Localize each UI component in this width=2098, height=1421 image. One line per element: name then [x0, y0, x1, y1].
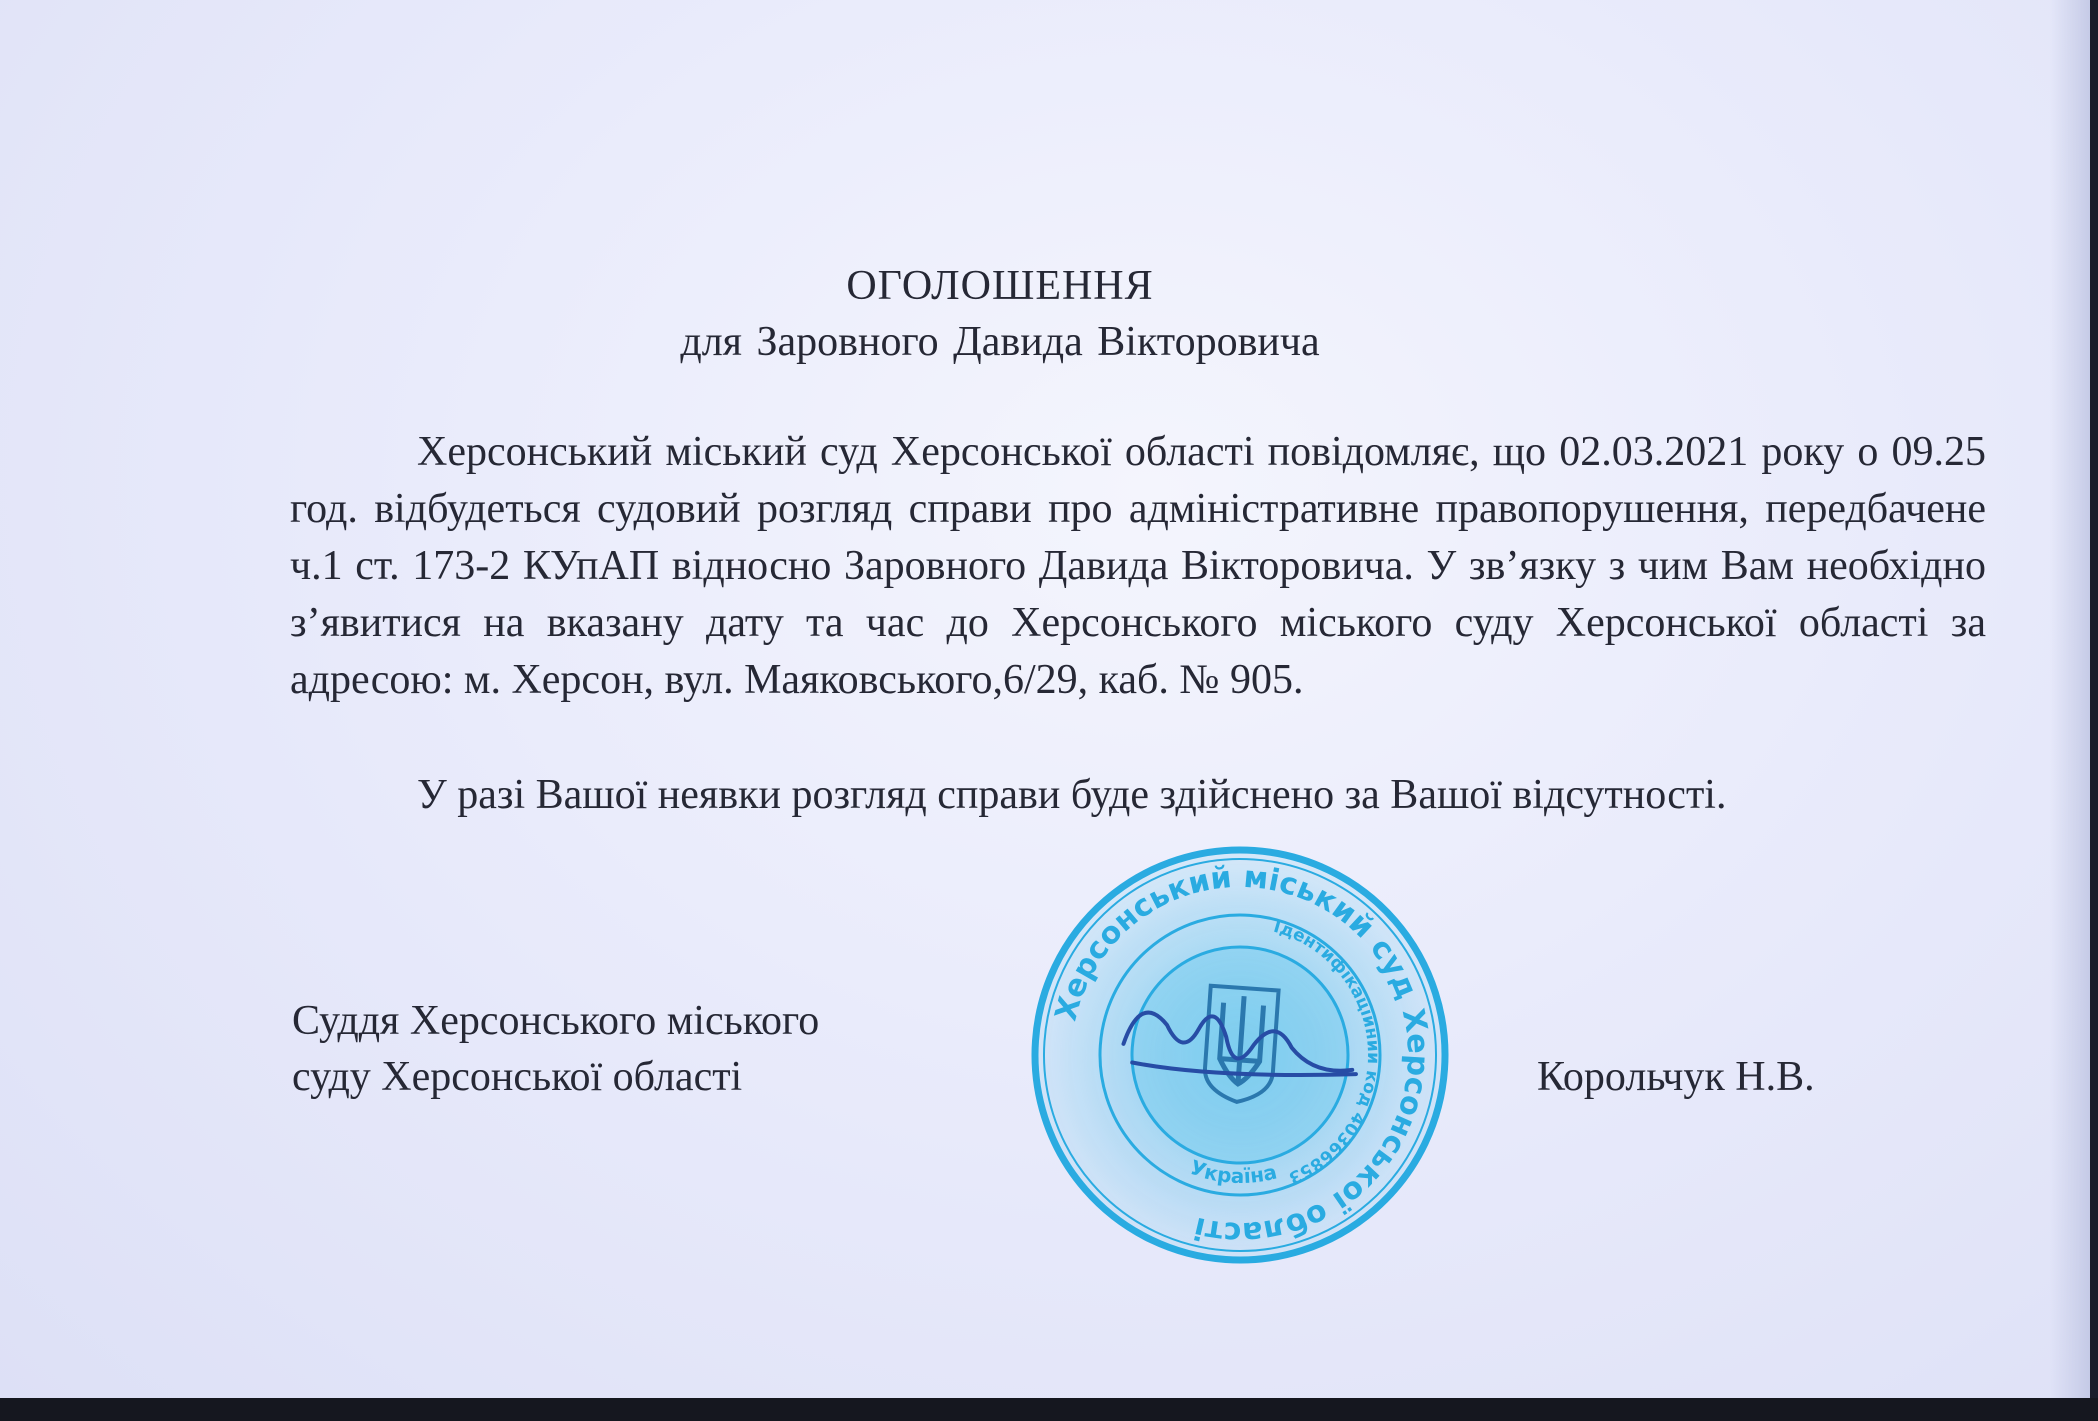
judge-title-line-2: суду Херсонської області: [292, 1054, 743, 1100]
notice-addressee: для Заровного Давида Вікторовича: [680, 319, 1320, 365]
seal-outer-text: Херсонський міський суд Херсонської області: [1048, 859, 1436, 1251]
page-edge-shade: [2050, 0, 2090, 1398]
seal-inner-text: Ідентифікаційний код 40366853: [1271, 916, 1384, 1188]
judge-name: Корольчук Н.В.: [1537, 1054, 1815, 1100]
surface-below-page: [0, 1398, 2098, 1421]
notice-title: ОГОЛОШЕННЯ: [846, 263, 1154, 309]
notice-paragraph-2: У разі Вашої неявки розгляд справи буде здійснено за Вашої відсутності.: [417, 772, 1727, 818]
judge-title: [292, 993, 992, 1105]
notice-paragraph-1: Херсонський міський суд Херсонської області повідомляє, що 02.03.2021 року о 09.25 год. відбудеться судовий розгляд справи про адміністративне правопорушення, передбачене ч.1 ст. 173-2 КУпАП відносно Заровного Давида Вікторовича. У зв’язку з чим Вам необхідно з’явитися на вказану дату та час до Херсонського міського суду Херсонської області за адресою: м. Херсон, вул. Маяковського,6/29, каб. № 905.: [290, 429, 1986, 703]
seal-country-text: Україна: [1187, 1155, 1280, 1189]
court-seal: [1000, 815, 1480, 1295]
judge-title-line-1: Суддя Херсонського міського: [292, 998, 820, 1044]
